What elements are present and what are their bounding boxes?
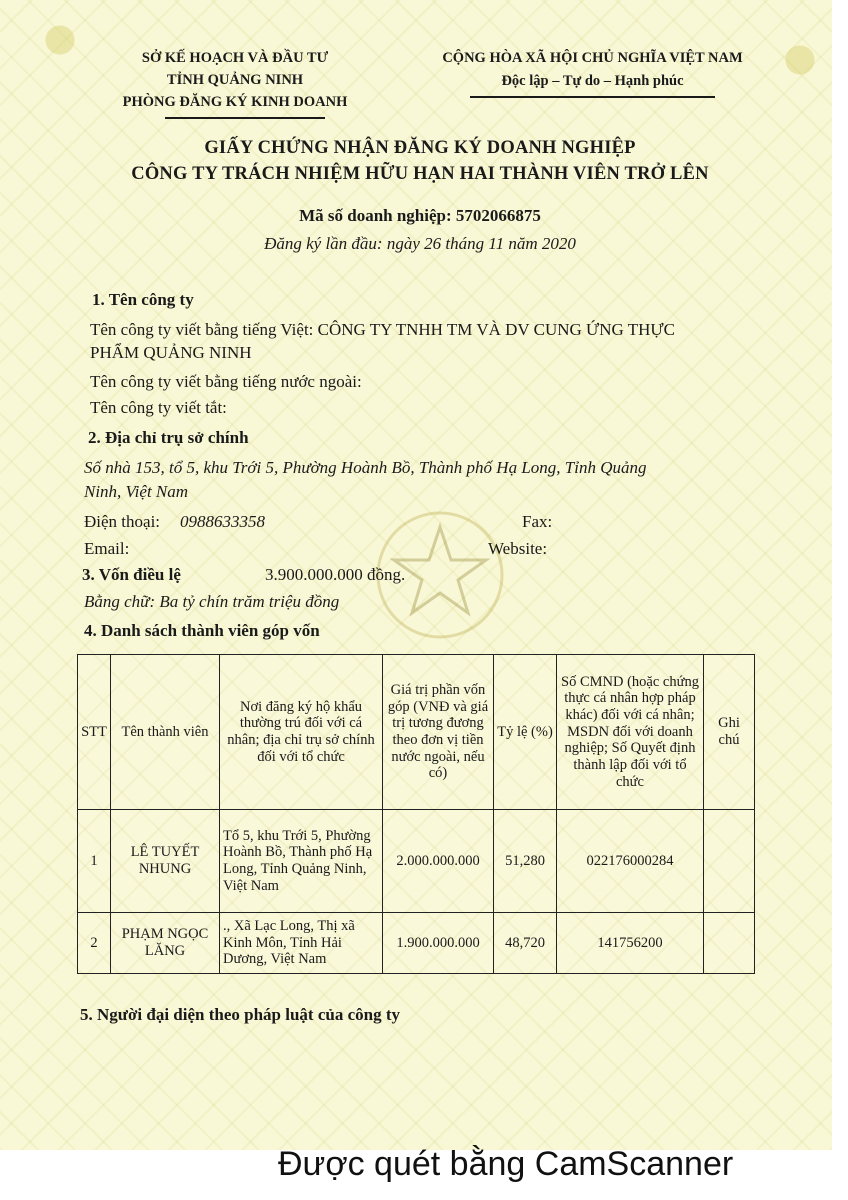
row-id-number: 022176000284 [557,810,704,913]
company-type-title: CÔNG TY TRÁCH NHIỆM HỮU HẠN HAI THÀNH VIÊN TRỞ LÊN [131,164,709,184]
head-office-address-cont: Ninh, Việt Nam [84,482,189,501]
table-row [78,810,755,913]
certificate-title: GIẤY CHỨNG NHẬN ĐĂNG KÝ DOANH NGHIỆP [204,138,636,158]
row-ratio: 51,280 [494,810,557,913]
row-address: Tổ 5, khu Trới 5, Phường Hoành Bồ, Thành phố Hạ Long, Tỉnh Quảng Ninh, Việt Nam [220,810,383,913]
row-capital: 1.900.000.000 [383,913,494,974]
phone-value: 0988633358 [180,512,265,531]
email-label: Email: [84,539,130,558]
first-registration-date: Đăng ký lần đầu: ngày 26 tháng 11 năm 2020 [264,234,576,253]
agency-underline [165,117,325,119]
section2-heading: 2. Địa chỉ trụ sở chính [88,428,249,447]
col-name-header: Tên thành viên [111,655,220,810]
head-office-address: Số nhà 153, tổ 5, khu Trới 5, Phường Hoành Bồ, Thành phố Hạ Long, Tỉnh Quảng [84,458,647,477]
company-name-vietnamese-cont: PHẨM QUẢNG NINH [90,343,252,362]
row-address: ., Xã Lạc Long, Thị xã Kinh Môn, Tỉnh Hải Dương, Việt Nam [220,913,383,974]
charter-capital-words: Bằng chữ: Ba tỷ chín trăm triệu đồng [84,592,340,611]
row-capital: 2.000.000.000 [383,810,494,913]
motto-underline [470,96,715,98]
row-ratio: 48,720 [494,913,557,974]
row-id-number: 141756200 [557,913,704,974]
col-note-header: Ghi chú [704,655,755,810]
phone-label: Điện thoại: [84,512,161,531]
col-capital-header: Giá trị phần vốn góp (VNĐ và giá trị tương đương theo đơn vị tiền nước ngoài, nếu có) [383,655,494,810]
members-table [77,654,755,974]
row-member-name: LÊ TUYẾT NHUNG [111,810,220,913]
col-address-header: Nơi đăng ký hộ khẩu thường trú đối với cá nhân; địa chỉ trụ sở chính đối với tổ chức [220,655,383,810]
company-name-vietnamese: Tên công ty viết bằng tiếng Việt: CÔNG TY TNHH TM VÀ DV CUNG ỨNG THỰC [90,320,675,339]
row-note [704,810,755,913]
section5-heading: 5. Người đại diện theo pháp luật của công ty [80,1005,400,1024]
national-motto: Độc lập – Tự do – Hạnh phúc [501,73,684,89]
row-stt: 2 [78,913,111,974]
website-label: Website: [488,539,548,558]
section4-heading: 4. Danh sách thành viên góp vốn [84,621,320,640]
col-stt-header: STT [78,655,111,810]
scanner-watermark-text: Được quét bằng CamScanner [278,1145,734,1183]
table-row [78,913,755,974]
agency-line-2: TỈNH QUẢNG NINH [166,72,304,88]
row-member-name: PHẠM NGỌC LĂNG [111,913,220,974]
col-id-header: Số CMND (hoặc chứng thực cá nhân hợp pháp khác) đối với cá nhân; MSDN đối với doanh nghiệp; Số Quyết định thành lập đối với tổ chức [557,655,704,810]
agency-line-1: SỞ KẾ HOẠCH VÀ ĐẦU TƯ [141,50,329,66]
charter-capital-amount: 3.900.000.000 đồng. [265,565,406,584]
members-table-header [78,655,755,810]
row-stt: 1 [78,810,111,913]
section1-heading: 1. Tên công ty [92,290,194,309]
company-name-short: Tên công ty viết tắt: [90,398,227,417]
row-note [704,913,755,974]
fax-label: Fax: [522,512,553,531]
business-code: Mã số doanh nghiệp: 5702066875 [299,206,541,225]
agency-line-3: PHÒNG ĐĂNG KÝ KINH DOANH [122,94,348,110]
section3-heading: 3. Vốn điều lệ [82,565,181,584]
company-name-foreign: Tên công ty viết bằng tiếng nước ngoài: [90,372,362,391]
country-name: CỘNG HÒA XÃ HỘI CHỦ NGHĨA VIỆT NAM [442,50,743,66]
col-ratio-header: Tỷ lệ (%) [494,655,557,810]
